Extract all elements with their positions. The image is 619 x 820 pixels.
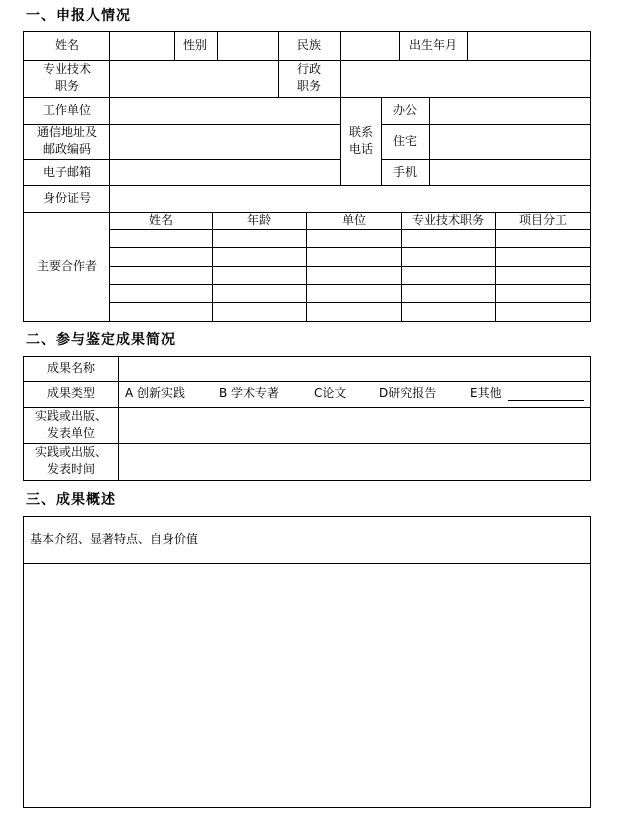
type-option-c[interactable]: C论文 xyxy=(314,386,347,400)
label-contact-phone: 联系 xyxy=(348,125,374,139)
col-line xyxy=(381,97,382,185)
label-address: 通信地址及 xyxy=(36,125,98,139)
col-line xyxy=(118,357,119,480)
row-line xyxy=(24,159,340,160)
row-line xyxy=(24,443,590,444)
collab-header-role: 项目分工 xyxy=(518,213,568,227)
label-id-number: 身份证号 xyxy=(42,191,92,205)
label-name: 姓名 xyxy=(54,38,80,52)
label-ethnicity: 民族 xyxy=(296,38,322,52)
col-line xyxy=(174,32,175,60)
row-line xyxy=(109,247,590,248)
col-line xyxy=(399,32,400,60)
type-option-b[interactable]: B 学术专著 xyxy=(219,386,280,400)
type-option-a[interactable]: A 创新实践 xyxy=(125,386,186,400)
row-line xyxy=(24,407,590,408)
col-line xyxy=(401,212,402,321)
row-line xyxy=(109,302,590,303)
col-line xyxy=(306,212,307,321)
col-line xyxy=(217,32,218,60)
row-line xyxy=(24,381,590,382)
label-mobile: 手机 xyxy=(392,165,418,179)
label-work-unit: 工作单位 xyxy=(42,103,92,117)
label-contact-phone-2: 电话 xyxy=(348,142,374,156)
section-heading-overview: 三、成果概述 xyxy=(26,492,116,508)
col-line xyxy=(495,212,496,321)
label-office: 办公 xyxy=(392,103,418,117)
collab-header-unit: 单位 xyxy=(341,213,367,227)
collab-header-name: 姓名 xyxy=(148,213,174,227)
label-professional-title: 专业技术 xyxy=(42,62,92,76)
label-address-2: 邮政编码 xyxy=(42,142,92,156)
row-line xyxy=(109,284,590,285)
overview-table xyxy=(23,516,591,808)
collab-header-age: 年龄 xyxy=(246,213,272,227)
row-line xyxy=(109,266,590,267)
label-gender: 性别 xyxy=(182,38,208,52)
col-line xyxy=(467,32,468,60)
row-line xyxy=(381,159,590,160)
type-option-e[interactable]: E其他 xyxy=(470,386,502,400)
label-admin-title: 行政 xyxy=(296,62,322,76)
achievement-table xyxy=(23,356,591,481)
row-line xyxy=(381,124,590,125)
label-practice-time-2: 发表时间 xyxy=(46,462,96,476)
label-home: 住宅 xyxy=(392,134,418,148)
label-professional-title-2: 职务 xyxy=(54,79,80,93)
col-line xyxy=(109,32,110,321)
col-line xyxy=(429,97,430,185)
label-practice-time: 实践或出版、 xyxy=(34,445,108,459)
overview-intro-label: 基本介绍、显著特点、自身价值 xyxy=(30,532,199,546)
section-heading-achievement-summary: 二、参与鉴定成果简况 xyxy=(26,332,176,348)
other-underline[interactable] xyxy=(508,400,584,401)
row-line xyxy=(109,229,590,230)
label-achievement-name: 成果名称 xyxy=(46,361,96,375)
collab-header-title: 专业技术职务 xyxy=(411,213,485,227)
label-practice-unit: 实践或出版、 xyxy=(34,409,108,423)
col-line xyxy=(340,32,341,185)
label-achievement-type: 成果类型 xyxy=(46,386,96,400)
label-birth: 出生年月 xyxy=(408,38,458,52)
label-collaborators: 主要合作者 xyxy=(36,259,98,273)
label-practice-unit-2: 发表单位 xyxy=(46,426,96,440)
section-heading-applicant: 一、申报人情况 xyxy=(26,8,131,24)
applicant-table xyxy=(23,31,591,322)
col-line xyxy=(212,212,213,321)
col-line xyxy=(278,32,279,97)
type-option-d[interactable]: D研究报告 xyxy=(379,386,437,400)
label-admin-title-2: 职务 xyxy=(296,79,322,93)
label-email: 电子邮箱 xyxy=(42,165,92,179)
row-line xyxy=(24,563,590,564)
